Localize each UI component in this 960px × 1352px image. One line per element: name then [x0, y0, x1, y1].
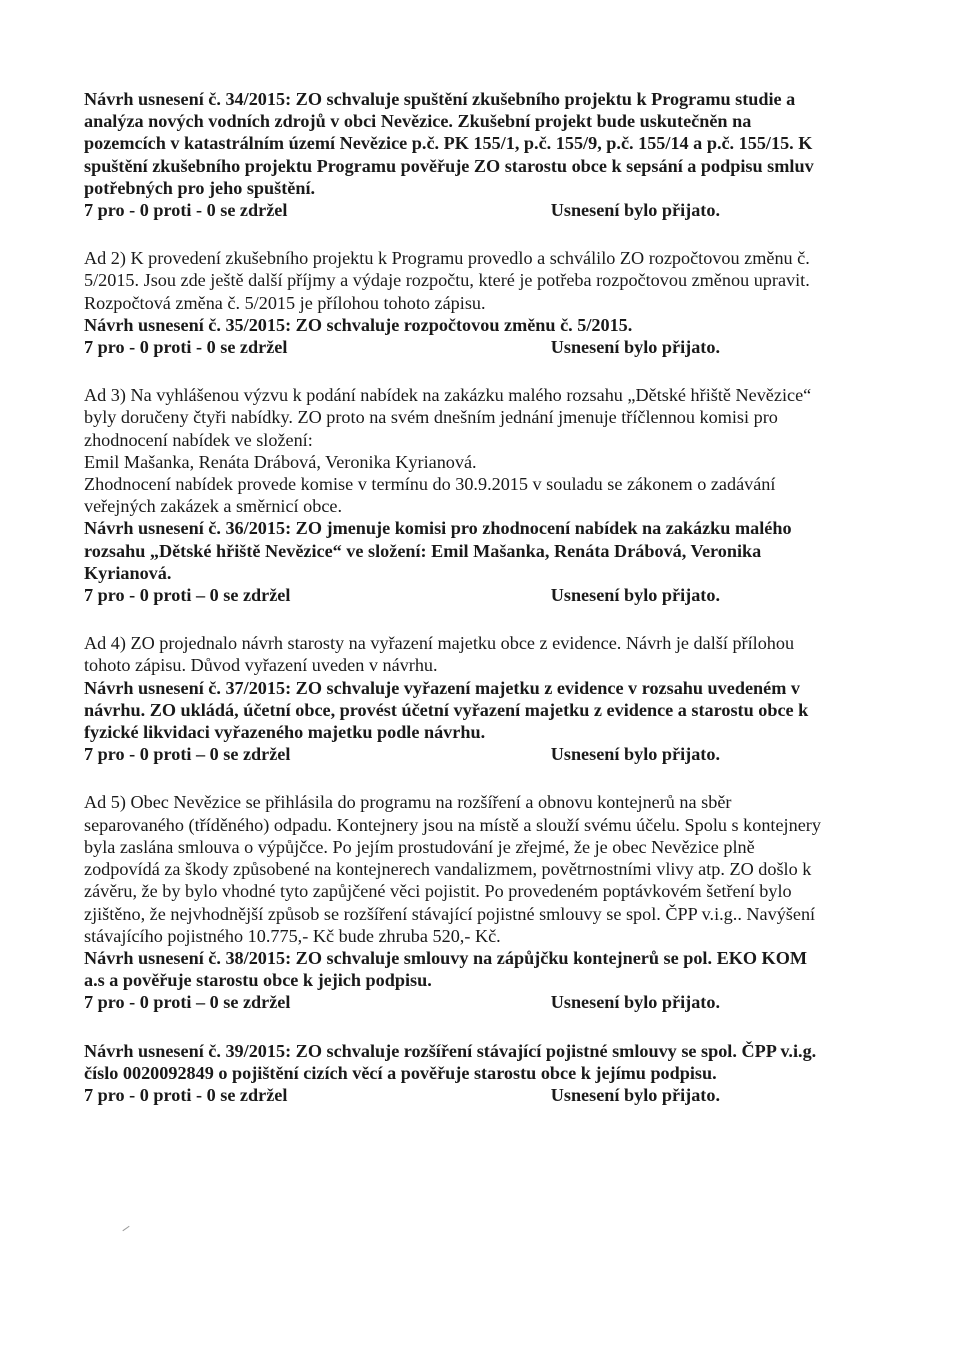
vote-count: 7 pro - 0 proti - 0 se zdržel: [84, 1084, 288, 1105]
committee-members: Emil Mašanka, Renáta Drábová, Veronika Kyrianová.: [84, 451, 477, 472]
meeting-minutes-body: [84, 88, 824, 1106]
resolution-37: Návrh usnesení č. 37/2015: ZO schvaluje vyřazení majetku z evidence v rozsahu uvedeném v návrhu. ZO ukládá, účetní obce, provést účetní vyřazení majetku z evidence a starostu obce k fyzické likvidaci vyřazeného majetku podle návrhu.: [84, 677, 809, 743]
agenda-item-4: Ad 4) ZO projednalo návrh starosty na vyřazení majetku obce z evidence. Návrh je další přílohou tohoto zápisu. Důvod vyřazení uveden v návrhu.: [84, 633, 795, 676]
agenda-item-3-deadline: Zhodnocení nabídek provede komise v termínu do 30.9.2015 v souladu se zákonem o zadávání veřejných zakázek a směrnicí obce.: [84, 474, 776, 517]
vote-result-36: [84, 584, 720, 606]
resolution-39: Návrh usnesení č. 39/2015: ZO schvaluje rozšíření stávající pojistné smlouvy se spol. ČPP v.i.g. číslo 0020092849 o pojištění cizích věcí a pověřuje starostu obce k jejímu podpisu.: [84, 1040, 817, 1083]
resolution-38: Návrh usnesení č. 38/2015: ZO schvaluje smlouvy na zápůjčku kontejnerů se pol. EKO KOM a.s a pověřuje starostu obce k jejich podpisu.: [84, 947, 808, 991]
resolution-34: Návrh usnesení č. 34/2015: ZO schvaluje spuštění zkušebního projektu k Programu studie a analýza nových vodních zdrojů v obci Nevězice. Zkušební projekt bude uskutečněn na pozemcích v katastrálním území Nevězice p.č. PK 155/1, p.č. 155/9, p.č. 155/14 a p.č. 155/15. K spuštění zkušebního projektu Programu pověřuje ZO starostu obce k sepsání a podpisu smluv potřebných pro jeho spuštění.: [84, 89, 814, 198]
vote-outcome: Usnesení bylo přijato.: [550, 337, 720, 358]
vote-result-37: [84, 743, 720, 765]
resolution-36: Návrh usnesení č. 36/2015: ZO jmenuje komisi pro zhodnocení nabídek na zakázku malého rozsahu „Dětské hřiště Nevězice“ ve složení: Emil Mašanka, Renáta Drábová, Veronika Kyrianová.: [84, 518, 792, 583]
agenda-item-2: Ad 2) K provedení zkušebního projektu k Programu provedlo a schválilo ZO rozpočtovou změnu č. 5/2015. Jsou zde ještě další příjmy a výdaje rozpočtu, které je potřeba rozpočtovou změnou upravit. Rozpočtová změna č. 5/2015 je přílohou tohoto zápisu.: [84, 248, 810, 313]
vote-count: 7 pro - 0 proti - 0 se zdržel: [84, 200, 288, 221]
vote-result-39: [84, 1084, 720, 1106]
scan-mark: [122, 1226, 129, 1231]
vote-result-35: [84, 336, 720, 358]
vote-outcome: Usnesení bylo přijato.: [550, 200, 720, 221]
vote-outcome: Usnesení bylo přijato.: [550, 585, 720, 606]
vote-outcome: Usnesení bylo přijato.: [550, 744, 720, 765]
resolution-35: Návrh usnesení č. 35/2015: ZO schvaluje rozpočtovou změnu č. 5/2015.: [84, 314, 633, 335]
vote-count: 7 pro - 0 proti – 0 se zdržel: [84, 585, 291, 606]
vote-count: 7 pro - 0 proti – 0 se zdržel: [84, 992, 291, 1013]
vote-count: 7 pro - 0 proti - 0 se zdržel: [84, 337, 288, 358]
vote-outcome: Usnesení bylo přijato.: [550, 1084, 720, 1105]
agenda-item-3: Ad 3) Na vyhlášenou výzvu k podání nabídek na zakázku malého rozsahu „Dětské hřiště Nevězice“ byly doručeny čtyři nabídky. ZO proto na svém dnešním jednání jmenuje tříčlennou komisi pro zhodnocení nabídek ve složení:: [84, 385, 812, 450]
agenda-item-5: Ad 5) Obec Nevězice se přihlásila do programu na rozšíření a obnovu kontejnerů na sběr separovaného (tříděného) odpadu. Kontejnery jsou na místě a slouží svému účelu. Spolu s kontejnery byla zaslána smlouva o výpůjčce. Po jejím prostudování je zřejmé, že je obec Nevězice plně zodpovídá za škody způsobené na kontejnerech vandalizmem, povětrnostními vlivy atp. ZO došlo k závěru, že by bylo vhodné tyto zapůjčené věci pojistit. Po provedeném poptávkovém šetření bylo zjištěno, že nejvhodnější způsob se rozšíření stávající pojistné smlouvy se spol. ČPP v.i.g.. Navýšení stávajícího pojistného 10.775,- Kč bude zhruba 520,- Kč.: [84, 792, 821, 946]
vote-result-38: [84, 991, 720, 1013]
vote-outcome: Usnesení bylo přijato.: [550, 992, 720, 1013]
vote-result-34: [84, 199, 720, 221]
vote-count: 7 pro - 0 proti – 0 se zdržel: [84, 744, 291, 765]
